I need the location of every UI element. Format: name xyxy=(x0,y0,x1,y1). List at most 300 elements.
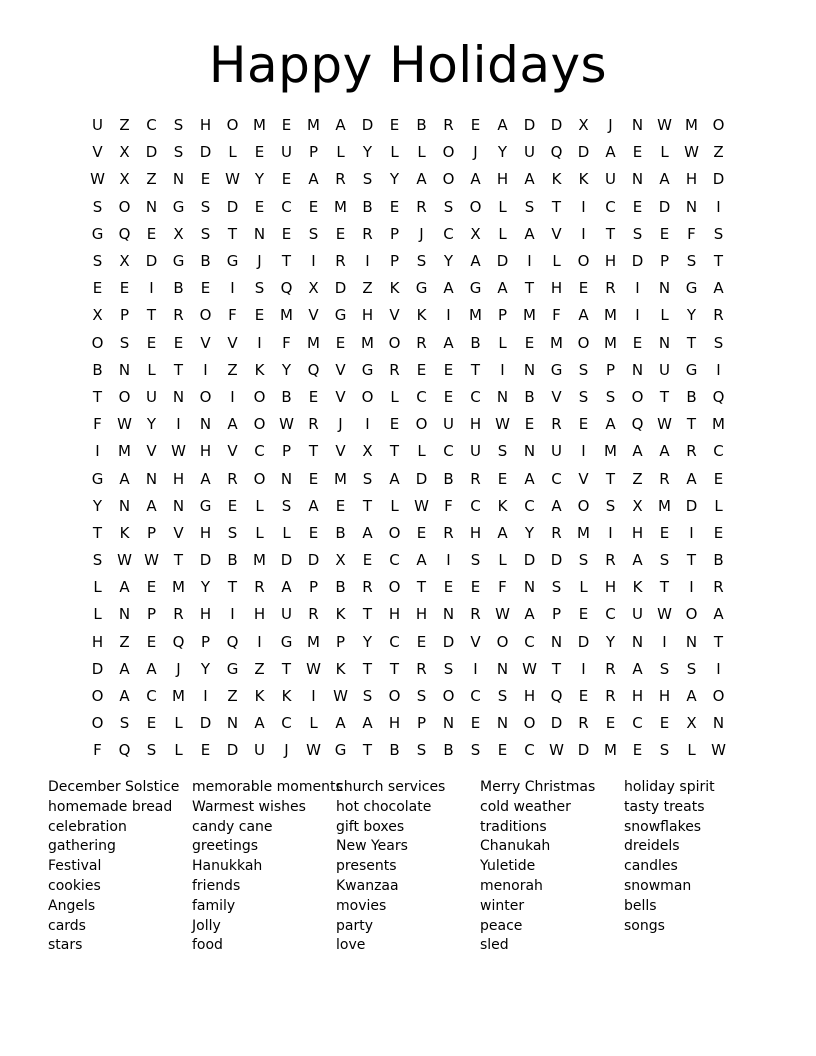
grid-letter[interactable]: S xyxy=(92,551,103,570)
grid-letter[interactable]: W xyxy=(657,116,672,135)
grid-letter[interactable]: Q xyxy=(226,632,239,651)
grid-letter[interactable]: Y xyxy=(443,252,454,271)
grid-letter[interactable]: R xyxy=(578,714,589,733)
grid-letter[interactable]: J xyxy=(338,415,343,434)
grid-letter[interactable]: D xyxy=(280,551,293,570)
grid-letter[interactable]: S xyxy=(713,224,724,243)
grid-letter[interactable]: T xyxy=(686,551,697,570)
grid-letter[interactable]: L xyxy=(390,387,399,406)
grid-letter[interactable]: E xyxy=(632,333,643,352)
grid-letter[interactable]: L xyxy=(417,143,426,162)
grid-letter[interactable]: L xyxy=(417,442,426,461)
grid-letter[interactable]: A xyxy=(119,469,130,488)
grid-letter[interactable]: G xyxy=(172,252,185,271)
grid-letter[interactable]: L xyxy=(498,197,507,216)
grid-letter[interactable]: G xyxy=(685,279,698,298)
grid-letter[interactable]: A xyxy=(659,170,670,189)
grid-letter[interactable]: S xyxy=(416,252,427,271)
grid-letter[interactable]: G xyxy=(334,741,347,760)
grid-letter[interactable]: H xyxy=(199,605,212,624)
grid-letter[interactable]: G xyxy=(91,224,104,243)
grid-letter[interactable]: W xyxy=(495,415,510,434)
grid-letter[interactable]: T xyxy=(227,578,238,597)
grid-letter[interactable]: E xyxy=(578,279,589,298)
grid-letter[interactable]: G xyxy=(415,279,428,298)
grid-letter[interactable]: Z xyxy=(227,360,238,379)
grid-letter[interactable]: T xyxy=(227,224,238,243)
grid-letter[interactable]: W xyxy=(657,605,672,624)
grid-letter[interactable]: S xyxy=(659,551,670,570)
grid-letter[interactable]: I xyxy=(581,659,586,678)
grid-letter[interactable]: I xyxy=(257,632,262,651)
grid-letter[interactable]: C xyxy=(389,551,400,570)
grid-letter[interactable]: G xyxy=(226,252,239,271)
grid-letter[interactable]: R xyxy=(470,469,481,488)
grid-letter[interactable]: E xyxy=(281,116,292,135)
grid-letter[interactable]: D xyxy=(577,143,590,162)
grid-letter[interactable]: I xyxy=(203,687,208,706)
grid-letter[interactable]: E xyxy=(308,387,319,406)
grid-letter[interactable]: C xyxy=(389,632,400,651)
grid-letter[interactable]: W xyxy=(522,659,537,678)
grid-letter[interactable]: X xyxy=(308,279,319,298)
grid-letter[interactable]: N xyxy=(118,605,131,624)
grid-letter[interactable]: W xyxy=(684,143,699,162)
grid-letter[interactable]: O xyxy=(523,714,536,733)
grid-letter[interactable]: O xyxy=(442,143,455,162)
grid-letter[interactable]: L xyxy=(579,578,588,597)
grid-letter[interactable]: L xyxy=(660,143,669,162)
grid-letter[interactable]: T xyxy=(308,442,319,461)
grid-letter[interactable]: R xyxy=(308,605,319,624)
grid-letter[interactable]: Z xyxy=(119,632,130,651)
grid-letter[interactable]: T xyxy=(686,415,697,434)
grid-letter[interactable]: W xyxy=(117,551,132,570)
grid-letter[interactable]: E xyxy=(281,224,292,243)
grid-letter[interactable]: B xyxy=(524,387,535,406)
grid-letter[interactable]: L xyxy=(687,741,696,760)
grid-letter[interactable]: D xyxy=(91,659,104,678)
grid-letter[interactable]: V xyxy=(173,523,184,542)
grid-letter[interactable]: L xyxy=(93,578,102,597)
grid-letter[interactable]: B xyxy=(92,360,103,379)
grid-letter[interactable]: P xyxy=(146,605,157,624)
grid-letter[interactable]: R xyxy=(551,523,562,542)
grid-letter[interactable]: A xyxy=(470,252,481,271)
grid-letter[interactable]: H xyxy=(604,578,617,597)
grid-letter[interactable]: O xyxy=(118,387,131,406)
grid-letter[interactable]: A xyxy=(308,496,319,515)
grid-letter[interactable]: H xyxy=(388,605,401,624)
grid-letter[interactable]: U xyxy=(146,387,157,406)
grid-letter[interactable]: O xyxy=(199,306,212,325)
grid-letter[interactable]: O xyxy=(253,387,266,406)
grid-letter[interactable]: E xyxy=(497,469,508,488)
grid-letter[interactable]: O xyxy=(577,252,590,271)
grid-letter[interactable]: R xyxy=(362,578,373,597)
grid-letter[interactable]: W xyxy=(279,415,294,434)
grid-letter[interactable]: Y xyxy=(200,578,211,597)
grid-letter[interactable]: D xyxy=(496,252,509,271)
grid-letter[interactable]: Q xyxy=(631,415,644,434)
grid-letter[interactable]: D xyxy=(199,714,212,733)
grid-letter[interactable]: N xyxy=(685,197,698,216)
grid-letter[interactable]: M xyxy=(577,523,590,542)
grid-letter[interactable]: S xyxy=(686,659,697,678)
grid-letter[interactable]: P xyxy=(389,224,400,243)
grid-letter[interactable]: D xyxy=(685,496,698,515)
grid-letter[interactable]: H xyxy=(631,523,644,542)
grid-letter[interactable]: I xyxy=(446,551,451,570)
grid-letter[interactable]: N xyxy=(496,714,509,733)
grid-letter[interactable]: F xyxy=(93,741,102,760)
grid-letter[interactable]: H xyxy=(199,116,212,135)
grid-letter[interactable]: G xyxy=(334,306,347,325)
grid-letter[interactable]: O xyxy=(91,687,104,706)
grid-letter[interactable]: A xyxy=(254,714,265,733)
grid-letter[interactable]: W xyxy=(117,415,132,434)
grid-letter[interactable]: Y xyxy=(362,632,373,651)
grid-letter[interactable]: Z xyxy=(254,659,265,678)
grid-letter[interactable]: G xyxy=(172,197,185,216)
grid-letter[interactable]: L xyxy=(255,496,264,515)
grid-letter[interactable]: X xyxy=(686,714,697,733)
grid-letter[interactable]: I xyxy=(716,360,721,379)
grid-letter[interactable]: H xyxy=(604,252,617,271)
grid-letter[interactable]: S xyxy=(200,224,211,243)
grid-letter[interactable]: M xyxy=(361,333,374,352)
grid-letter[interactable]: E xyxy=(281,170,292,189)
grid-letter[interactable]: C xyxy=(254,442,265,461)
grid-letter[interactable]: V xyxy=(92,143,103,162)
grid-letter[interactable]: V xyxy=(578,469,589,488)
grid-letter[interactable]: S xyxy=(713,333,724,352)
grid-letter[interactable]: W xyxy=(171,442,186,461)
grid-letter[interactable]: M xyxy=(172,687,185,706)
grid-letter[interactable]: V xyxy=(335,387,346,406)
grid-letter[interactable]: T xyxy=(605,224,616,243)
grid-letter[interactable]: M xyxy=(307,333,320,352)
grid-letter[interactable]: U xyxy=(605,170,616,189)
grid-letter[interactable]: P xyxy=(497,306,508,325)
grid-letter[interactable]: E xyxy=(470,578,481,597)
grid-letter[interactable]: B xyxy=(362,197,373,216)
grid-letter[interactable]: H xyxy=(658,687,671,706)
grid-letter[interactable]: I xyxy=(473,659,478,678)
grid-letter[interactable]: H xyxy=(91,632,104,651)
grid-letter[interactable]: O xyxy=(577,496,590,515)
grid-letter[interactable]: E xyxy=(578,605,589,624)
grid-letter[interactable]: A xyxy=(524,224,535,243)
grid-letter[interactable]: A xyxy=(443,279,454,298)
grid-letter[interactable]: I xyxy=(527,252,532,271)
grid-letter[interactable]: M xyxy=(253,116,266,135)
grid-letter[interactable]: M xyxy=(280,306,293,325)
grid-letter[interactable]: P xyxy=(659,252,670,271)
grid-letter[interactable]: S xyxy=(497,442,508,461)
grid-letter[interactable]: S xyxy=(524,197,535,216)
grid-letter[interactable]: I xyxy=(716,197,721,216)
grid-letter[interactable]: M xyxy=(307,632,320,651)
grid-letter[interactable]: R xyxy=(605,659,616,678)
grid-letter[interactable]: A xyxy=(578,306,589,325)
grid-letter[interactable]: O xyxy=(388,523,401,542)
grid-letter[interactable]: T xyxy=(713,632,724,651)
grid-letter[interactable]: I xyxy=(581,442,586,461)
grid-letter[interactable]: K xyxy=(119,523,130,542)
grid-letter[interactable]: L xyxy=(714,496,723,515)
grid-letter[interactable]: T xyxy=(470,360,481,379)
grid-letter[interactable]: O xyxy=(253,415,266,434)
grid-letter[interactable]: E xyxy=(335,496,346,515)
grid-letter[interactable]: S xyxy=(362,687,373,706)
grid-letter[interactable]: W xyxy=(414,496,429,515)
grid-letter[interactable]: N xyxy=(631,170,644,189)
grid-letter[interactable]: A xyxy=(362,523,373,542)
grid-letter[interactable]: S xyxy=(119,714,130,733)
grid-letter[interactable]: C xyxy=(713,442,724,461)
grid-letter[interactable]: E xyxy=(524,333,535,352)
grid-letter[interactable]: A xyxy=(200,469,211,488)
grid-letter[interactable]: R xyxy=(443,116,454,135)
grid-letter[interactable]: D xyxy=(577,741,590,760)
grid-letter[interactable]: A xyxy=(416,170,427,189)
grid-letter[interactable]: R xyxy=(416,333,427,352)
grid-letter[interactable]: I xyxy=(230,279,235,298)
grid-letter[interactable]: N xyxy=(631,116,644,135)
grid-letter[interactable]: D xyxy=(199,551,212,570)
grid-letter[interactable]: E xyxy=(578,687,589,706)
grid-letter[interactable]: E xyxy=(416,632,427,651)
grid-letter[interactable]: U xyxy=(551,442,562,461)
grid-letter[interactable]: R xyxy=(713,578,724,597)
grid-letter[interactable]: S xyxy=(146,741,157,760)
grid-letter[interactable]: C xyxy=(524,741,535,760)
grid-letter[interactable]: D xyxy=(712,170,725,189)
grid-letter[interactable]: G xyxy=(226,659,239,678)
grid-letter[interactable]: P xyxy=(308,578,319,597)
grid-letter[interactable]: G xyxy=(280,632,293,651)
grid-letter[interactable]: D xyxy=(415,469,428,488)
grid-letter[interactable]: E xyxy=(659,523,670,542)
grid-letter[interactable]: O xyxy=(199,387,212,406)
grid-letter[interactable]: V xyxy=(551,387,562,406)
grid-letter[interactable]: S xyxy=(470,551,481,570)
grid-letter[interactable]: M xyxy=(469,306,482,325)
grid-letter[interactable]: W xyxy=(711,741,726,760)
grid-letter[interactable]: O xyxy=(496,632,509,651)
grid-letter[interactable]: H xyxy=(415,605,428,624)
grid-letter[interactable]: C xyxy=(470,387,481,406)
grid-letter[interactable]: V xyxy=(227,442,238,461)
grid-letter[interactable]: E xyxy=(335,333,346,352)
grid-letter[interactable]: N xyxy=(496,387,509,406)
grid-letter[interactable]: Y xyxy=(686,306,697,325)
grid-letter[interactable]: E xyxy=(632,741,643,760)
grid-letter[interactable]: H xyxy=(199,442,212,461)
grid-letter[interactable]: J xyxy=(284,741,289,760)
grid-letter[interactable]: E xyxy=(200,170,211,189)
grid-letter[interactable]: C xyxy=(443,224,454,243)
grid-letter[interactable]: V xyxy=(335,360,346,379)
grid-letter[interactable]: V xyxy=(200,333,211,352)
grid-letter[interactable]: V xyxy=(308,306,319,325)
grid-letter[interactable]: A xyxy=(443,333,454,352)
grid-letter[interactable]: Q xyxy=(280,279,293,298)
grid-letter[interactable]: U xyxy=(443,415,454,434)
grid-letter[interactable]: T xyxy=(92,387,103,406)
grid-letter[interactable]: H xyxy=(469,523,482,542)
grid-letter[interactable]: I xyxy=(176,415,181,434)
grid-letter[interactable]: E xyxy=(146,714,157,733)
grid-letter[interactable]: O xyxy=(226,116,239,135)
grid-letter[interactable]: D xyxy=(334,279,347,298)
grid-letter[interactable]: S xyxy=(200,197,211,216)
grid-letter[interactable]: N xyxy=(658,333,671,352)
grid-letter[interactable]: J xyxy=(608,116,613,135)
grid-letter[interactable]: T xyxy=(551,659,562,678)
grid-letter[interactable]: H xyxy=(550,279,563,298)
grid-letter[interactable]: C xyxy=(281,197,292,216)
grid-letter[interactable]: Z xyxy=(362,279,373,298)
grid-letter[interactable]: C xyxy=(524,496,535,515)
grid-letter[interactable]: S xyxy=(443,197,454,216)
grid-letter[interactable]: X xyxy=(119,143,130,162)
grid-letter[interactable]: L xyxy=(147,360,156,379)
grid-letter[interactable]: S xyxy=(362,469,373,488)
grid-letter[interactable]: H xyxy=(361,306,374,325)
grid-letter[interactable]: O xyxy=(388,333,401,352)
grid-letter[interactable]: I xyxy=(230,605,235,624)
grid-letter[interactable]: S xyxy=(92,197,103,216)
grid-letter[interactable]: H xyxy=(388,714,401,733)
grid-letter[interactable]: E xyxy=(389,197,400,216)
grid-letter[interactable]: Y xyxy=(254,170,265,189)
grid-letter[interactable]: T xyxy=(389,659,400,678)
grid-letter[interactable]: S xyxy=(578,551,589,570)
grid-letter[interactable]: E xyxy=(578,415,589,434)
grid-letter[interactable]: N xyxy=(226,714,239,733)
grid-letter[interactable]: V xyxy=(335,442,346,461)
grid-letter[interactable]: R xyxy=(362,224,373,243)
grid-letter[interactable]: E xyxy=(659,224,670,243)
grid-letter[interactable]: A xyxy=(524,605,535,624)
grid-letter[interactable]: A xyxy=(659,442,670,461)
grid-letter[interactable]: W xyxy=(306,741,321,760)
grid-letter[interactable]: K xyxy=(551,170,562,189)
grid-letter[interactable]: B xyxy=(173,279,184,298)
grid-letter[interactable]: H xyxy=(685,170,698,189)
grid-letter[interactable]: I xyxy=(95,442,100,461)
grid-letter[interactable]: K xyxy=(578,170,589,189)
grid-letter[interactable]: O xyxy=(712,116,725,135)
grid-letter[interactable]: L xyxy=(498,333,507,352)
grid-letter[interactable]: E xyxy=(443,578,454,597)
grid-letter[interactable]: N xyxy=(253,224,266,243)
grid-letter[interactable]: E xyxy=(659,714,670,733)
grid-letter[interactable]: R xyxy=(308,415,319,434)
grid-letter[interactable]: K xyxy=(281,687,292,706)
grid-letter[interactable]: I xyxy=(581,197,586,216)
grid-letter[interactable]: V xyxy=(389,306,400,325)
grid-letter[interactable]: B xyxy=(389,741,400,760)
grid-letter[interactable]: E xyxy=(389,415,400,434)
grid-letter[interactable]: S xyxy=(173,116,184,135)
grid-letter[interactable]: I xyxy=(365,415,370,434)
grid-letter[interactable]: S xyxy=(605,496,616,515)
grid-letter[interactable]: M xyxy=(712,415,725,434)
grid-letter[interactable]: E xyxy=(146,224,157,243)
grid-letter[interactable]: I xyxy=(230,387,235,406)
grid-letter[interactable]: E xyxy=(335,224,346,243)
grid-letter[interactable]: Z xyxy=(227,687,238,706)
grid-letter[interactable]: A xyxy=(470,170,481,189)
grid-letter[interactable]: M xyxy=(685,116,698,135)
grid-letter[interactable]: T xyxy=(362,605,373,624)
grid-letter[interactable]: P xyxy=(281,442,292,461)
grid-letter[interactable]: S xyxy=(119,333,130,352)
grid-letter[interactable]: A xyxy=(551,496,562,515)
grid-letter[interactable]: E xyxy=(227,496,238,515)
grid-letter[interactable]: V xyxy=(227,333,238,352)
grid-letter[interactable]: W xyxy=(306,659,321,678)
grid-letter[interactable]: N xyxy=(658,279,671,298)
grid-letter[interactable]: Q xyxy=(118,224,131,243)
grid-letter[interactable]: S xyxy=(551,578,562,597)
grid-letter[interactable]: I xyxy=(689,523,694,542)
grid-letter[interactable]: R xyxy=(443,523,454,542)
grid-letter[interactable]: T xyxy=(686,333,697,352)
grid-letter[interactable]: B xyxy=(686,387,697,406)
grid-letter[interactable]: S xyxy=(578,360,589,379)
grid-letter[interactable]: I xyxy=(689,578,694,597)
grid-letter[interactable]: P xyxy=(146,523,157,542)
grid-letter[interactable]: Q xyxy=(550,687,563,706)
grid-letter[interactable]: R xyxy=(605,279,616,298)
grid-letter[interactable]: S xyxy=(470,741,481,760)
grid-letter[interactable]: X xyxy=(632,496,643,515)
grid-letter[interactable]: B xyxy=(227,551,238,570)
grid-letter[interactable]: O xyxy=(469,197,482,216)
grid-letter[interactable]: S xyxy=(578,387,589,406)
grid-letter[interactable]: E xyxy=(524,415,535,434)
grid-letter[interactable]: E xyxy=(632,197,643,216)
grid-letter[interactable]: L xyxy=(93,605,102,624)
grid-letter[interactable]: E xyxy=(713,469,724,488)
grid-letter[interactable]: R xyxy=(470,605,481,624)
grid-letter[interactable]: M xyxy=(604,442,617,461)
grid-letter[interactable]: N xyxy=(631,360,644,379)
grid-letter[interactable]: G xyxy=(469,279,482,298)
grid-letter[interactable]: P xyxy=(200,632,211,651)
grid-letter[interactable]: U xyxy=(659,360,670,379)
grid-letter[interactable]: O xyxy=(253,469,266,488)
grid-letter[interactable]: P xyxy=(308,143,319,162)
grid-letter[interactable]: K xyxy=(416,306,427,325)
grid-letter[interactable]: H xyxy=(253,605,266,624)
grid-letter[interactable]: M xyxy=(604,741,617,760)
grid-letter[interactable]: K xyxy=(335,605,346,624)
grid-letter[interactable]: C xyxy=(146,687,157,706)
grid-letter[interactable]: A xyxy=(605,415,616,434)
grid-letter[interactable]: A xyxy=(119,578,130,597)
grid-letter[interactable]: D xyxy=(226,741,239,760)
grid-letter[interactable]: M xyxy=(118,442,131,461)
grid-letter[interactable]: B xyxy=(416,116,427,135)
grid-letter[interactable]: T xyxy=(146,306,157,325)
grid-letter[interactable]: O xyxy=(442,687,455,706)
grid-letter[interactable]: J xyxy=(419,224,424,243)
